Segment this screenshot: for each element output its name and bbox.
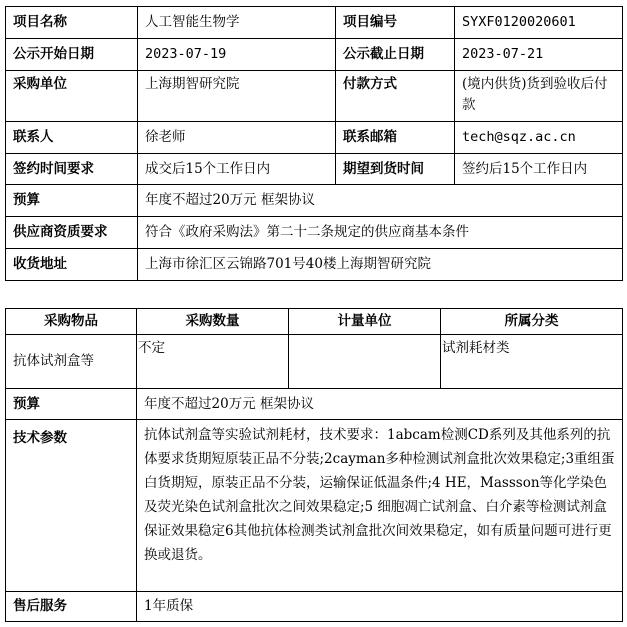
project-name-value: 人工智能生物学	[138, 7, 336, 39]
tech-value: 抗体试剂盒等实验试剂耗材，技术要求：1abcam检测CD系列及其他系列的抗体要求货期短原装正品不分装;2cayman多种检测试剂盒批次效果稳定;3重组蛋白货期短，原装正品不分装，运输保证低温条件;4 HE，Massson等化学染色及荧光染色试剂盒批次之间效果稳定;5 细胞凋亡试剂盒、白介素等检测试剂盒保证效果稳定6其他抗体检测类试剂盒批次间效果稳定，如有质量问题可进行更换或退货。	[137, 420, 623, 592]
payment-label: 付款方式	[336, 71, 455, 122]
item-quantity-value: 不定	[137, 335, 289, 389]
item-unit-value	[289, 335, 441, 389]
header-item: 采购物品	[6, 309, 137, 335]
delivery-time-value: 签约后15个工作日内	[455, 154, 623, 185]
procurement-info-table	[5, 6, 623, 281]
delivery-time-label: 期望到货时间	[336, 154, 455, 185]
items-budget-label: 预算	[6, 389, 137, 420]
sign-time-value: 成交后15个工作日内	[138, 154, 336, 185]
contact-value: 徐老师	[138, 122, 336, 154]
qualification-label: 供应商资质要求	[6, 217, 138, 249]
items-budget-value: 年度不超过20万元 框架协议	[137, 389, 623, 420]
header-category: 所属分类	[441, 309, 623, 335]
item-category-value: 试剂耗材类	[441, 335, 623, 389]
address-value: 上海市徐汇区云锦路701号40楼上海期智研究院	[138, 249, 623, 281]
qualification-value: 符合《政府采购法》第二十二条规定的供应商基本条件	[138, 217, 623, 249]
payment-value: (境内供货)货到验收后付款	[455, 71, 623, 122]
address-label: 收货地址	[6, 249, 138, 281]
header-unit: 计量单位	[289, 309, 441, 335]
start-date-value: 2023-07-19	[138, 39, 336, 71]
sign-time-label: 签约时间要求	[6, 154, 138, 185]
after-sales-value: 1年质保	[137, 592, 623, 622]
after-sales-label: 售后服务	[6, 592, 137, 622]
contact-label: 联系人	[6, 122, 138, 154]
buyer-value: 上海期智研究院	[138, 71, 336, 122]
start-date-label: 公示开始日期	[6, 39, 138, 71]
email-label: 联系邮箱	[336, 122, 455, 154]
buyer-label: 采购单位	[6, 71, 138, 122]
procurement-items-table	[5, 308, 623, 622]
project-name-label: 项目名称	[6, 7, 138, 39]
item-name-value: 抗体试剂盒等	[6, 335, 137, 389]
end-date-label: 公示截止日期	[336, 39, 455, 71]
tech-label: 技术参数	[6, 420, 137, 592]
project-no-value: SYXF0120020601	[455, 7, 623, 39]
budget-value: 年度不超过20万元 框架协议	[138, 185, 623, 217]
budget-label: 预算	[6, 185, 138, 217]
end-date-value: 2023-07-21	[455, 39, 623, 71]
header-quantity: 采购数量	[137, 309, 289, 335]
project-no-label: 项目编号	[336, 7, 455, 39]
email-value[interactable]: tech@sqz.ac.cn	[455, 122, 623, 154]
